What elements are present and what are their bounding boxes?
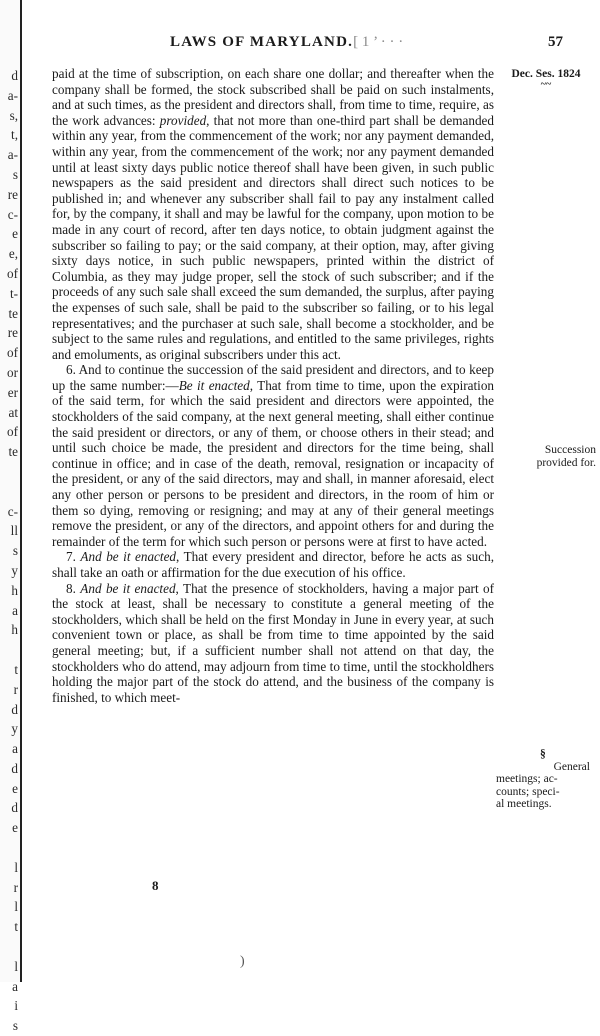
prev-fragment: t (14, 919, 18, 935)
page-header (170, 34, 403, 51)
meetings-note-line4: al meetings. (496, 798, 552, 810)
prev-fragment: d (11, 701, 18, 717)
para4-emphasis: And be it enacted (80, 580, 176, 596)
session-date: Dec. Ses. 1824 (511, 68, 581, 80)
prev-fragment: l (14, 859, 18, 875)
prev-fragment: or (7, 364, 18, 380)
prev-fragment: of (7, 424, 18, 440)
prev-fragment: c- (7, 206, 18, 222)
prev-fragment: i (14, 998, 18, 1014)
prev-fragment: a (12, 741, 18, 757)
prev-fragment: s (12, 1018, 18, 1034)
succession-note-line2: provided for. (536, 456, 596, 469)
para2-rest: , That from time to time, upon the expiration of the said term, for which the said president and directors were appointed, the stockholders of the said company, at the next general meeting, shall either continue the said president or directors, or any of them, or choose others in their stead; and until such choice be made, the president and directors for the time being, shall continue in office; and in case of the death, removal, resignation or incapacity of the president, or any of the said directors, may and shall, in manner aforesaid, elect any other person or persons to be president and directors, in the room of him or them so dying, removing or resigning; and may at any of their general meetings remove the president, or any of the directors, and appoint others for and during the remainder of the term for which such person or persons were at first to have acted. (52, 377, 495, 549)
prev-fragment: re (7, 325, 18, 341)
para3-emphasis: And be it enacted (80, 549, 177, 565)
para1-rest: , that not more than one-third part shall be demanded within any year, from the commencement of the work; nor any payment demanded, within any year, from the commencement of the work; nor any payment demanded until at least sixty days public notice thereof shall have been given, in such public newspapers as the said president and directors shall direct such notices to be published in; and whenever any subscriber shall fail to pay any instalment called for, by the company, it shall and may be lawful for the company, upon motion to be made in any court of record, after ten days notice, to obtain judgment against the subscriber so failing to pay; or the said company, at their option, may, after giving sixty days notice, in such public newspapers, printed within the district of Columbia, as they may judge proper, sell the stock of such subscriber; and if the proceeds of any such sale shall exceed the sum demanded, the surplus, after paying the expenses of such sale, shall be paid to the subscriber so failing, or to his legal representatives; and the purchaser at such sale, shall become a stockholder, and be subject to the same rules and regulations, and entitled to the same privileges, rights and emoluments, as original subscribers under this act. (52, 112, 494, 362)
prev-fragment: e (12, 226, 18, 242)
prev-fragment: a (12, 978, 18, 994)
page-title: LAWS OF MARYLAND. (170, 34, 354, 50)
paragraph-section-6 (52, 362, 494, 549)
prev-fragment: s (12, 543, 18, 559)
para2-emphasis: Be it enacted (178, 377, 250, 393)
previous-page-fragments (0, 66, 20, 1036)
prev-fragment: r (13, 879, 18, 895)
printer-signature-mark: 8 (152, 878, 159, 893)
para3-rest: , That every president and director, before he acts as such, shall take an oath or affirmation for the due execution of his office. (52, 549, 494, 580)
para4-start: 8. (66, 580, 81, 596)
prev-fragment: l (14, 958, 18, 974)
prev-fragment: a- (7, 147, 18, 163)
section-mark-icon: § (540, 748, 546, 760)
prev-fragment: e, (8, 246, 18, 262)
prev-fragment: e (12, 820, 18, 836)
prev-fragment (0, 462, 20, 482)
prev-fragment: h (11, 582, 18, 598)
main-text-column (52, 66, 494, 705)
paragraph-section-8 (52, 581, 494, 706)
prev-fragment: t (14, 661, 18, 677)
prev-fragment: d (11, 800, 18, 816)
prev-fragment: y (11, 721, 18, 737)
prev-fragment: s (12, 166, 18, 182)
margin-note-date (494, 68, 598, 89)
page-number: 57 (548, 34, 563, 50)
prev-fragment: te (8, 444, 18, 460)
prev-fragment: of (7, 345, 18, 361)
para2-start: 6. And to continue the succession of the said president and directors, and to keep up the same number:— (52, 362, 494, 393)
prev-fragment: d (11, 760, 18, 776)
para1-emphasis: provided (159, 112, 207, 128)
prev-fragment (0, 937, 20, 957)
prev-fragment: c- (7, 503, 18, 519)
date-flourish: ~~ (540, 78, 552, 90)
prev-fragment: a- (7, 87, 18, 103)
prev-fragment: re (7, 186, 18, 202)
prev-fragment (0, 482, 20, 502)
prev-fragment: t- (9, 285, 18, 301)
meetings-note-line3: counts; speci- (496, 785, 560, 798)
prev-fragment: h (11, 622, 18, 638)
prev-fragment (0, 838, 20, 858)
margin-note-succession (496, 444, 596, 469)
prev-fragment: te (8, 305, 18, 321)
binding-line (20, 0, 22, 982)
prev-fragment: e (12, 780, 18, 796)
prev-fragment: of (7, 265, 18, 281)
prev-fragment: r (13, 681, 18, 697)
prev-fragment: at (8, 404, 18, 420)
prev-fragment: d (11, 68, 18, 83)
footer-mark: ) (240, 954, 245, 969)
meetings-note-line2: meetings; ac- (496, 773, 558, 785)
paragraph-subscription (52, 66, 494, 362)
header-smudge: [ 1 ’ · · · (353, 34, 404, 50)
prev-fragment: ll (10, 523, 18, 539)
margin-note-meetings (496, 748, 596, 811)
paragraph-section-7 (52, 549, 494, 580)
prev-fragment (0, 640, 20, 660)
succession-note-line1: Succession (544, 444, 596, 456)
para4-rest: , That the presence of stockholders, having a major part of the stock at least, shall be necessary to constitute a general meeting of the stockholders, which shall be held on the first Monday in June in every year, at such convenient town or place, as shall be from time to time appointed by the said general meeting; but, if a sufficient number shall not attend on that day, the stockholders who do attend, may adjourn from time to time, until the stockholdhers holding the major part of the stock do attend, and the business of the company is finished, to which meet- (52, 580, 494, 705)
prev-fragment: er (7, 384, 18, 400)
prev-fragment: a (12, 602, 18, 618)
meetings-note-line1: General (553, 760, 590, 773)
prev-fragment: l (14, 899, 18, 915)
prev-fragment: t, (11, 127, 18, 143)
prev-fragment: y (11, 562, 18, 578)
prev-fragment: s, (9, 107, 18, 123)
para1-text: paid at the time of subscription, on each share one dollar; and thereafter when the company shall be formed, the stock subscribed shall be paid on such instalments, and at such times, as the president and directors shall, from time to time, require, as the work advances: (52, 66, 494, 128)
para3-start: 7. (66, 549, 81, 565)
